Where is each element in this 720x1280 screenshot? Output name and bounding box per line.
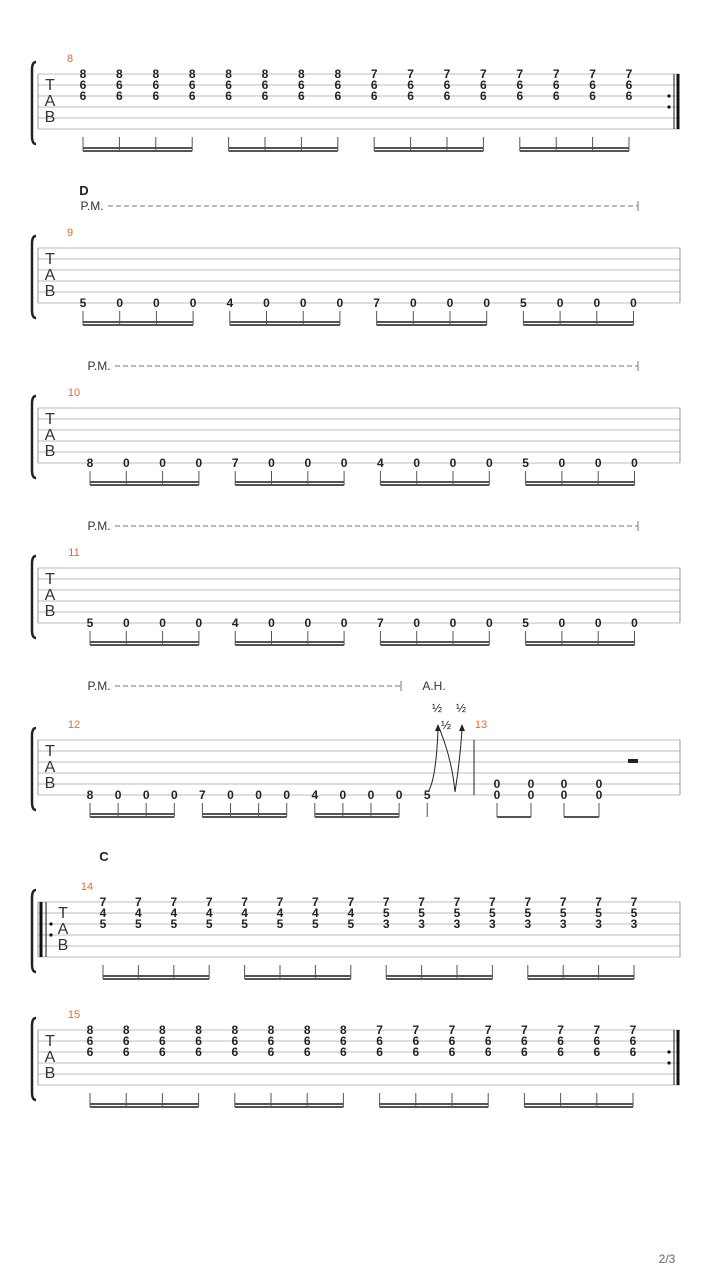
fret-number: 4	[99, 906, 107, 920]
fret-number: 6	[79, 78, 87, 92]
fret-number: 4	[276, 906, 284, 920]
fret-number: 8	[334, 67, 342, 81]
fret-number: 8	[122, 1023, 130, 1037]
fret-number: 7	[557, 1023, 564, 1037]
bend-curve	[455, 730, 462, 792]
fret-number: 0	[340, 616, 348, 630]
fret-number: 6	[225, 89, 232, 103]
fret-number: 6	[261, 89, 269, 103]
fret-number: 6	[152, 89, 160, 103]
fret-number: 6	[334, 78, 342, 92]
system-3	[32, 359, 680, 485]
measure-number: 13	[474, 719, 488, 731]
fret-number: 8	[261, 67, 269, 81]
fret-number: 0	[195, 616, 203, 630]
fret-number: 0	[595, 788, 603, 802]
fret-number: 0	[409, 296, 417, 310]
fret-number: 4	[311, 788, 319, 802]
fret-number: 5	[205, 917, 213, 931]
fret-number: 5	[522, 616, 529, 630]
fret-number: 5	[135, 917, 142, 931]
fret-number: 0	[268, 456, 275, 470]
fret-number: 6	[552, 89, 560, 103]
fret-number: 6	[303, 1045, 311, 1059]
fret-number: 0	[339, 788, 347, 802]
staff-bracket	[32, 62, 36, 144]
fret-number: 0	[395, 788, 403, 802]
fret-number: 8	[231, 1023, 239, 1037]
fret-number: 7	[382, 895, 390, 909]
fret-number: 8	[86, 456, 94, 470]
fret-number: 3	[524, 917, 532, 931]
fret-number: 6	[267, 1034, 275, 1048]
fret-number: 0	[255, 788, 262, 802]
repeat-dot	[667, 1061, 670, 1064]
fret-number: 7	[453, 895, 461, 909]
staff-bracket	[32, 396, 36, 478]
tab-letter: A	[44, 759, 56, 776]
fret-number: 6	[267, 1045, 275, 1059]
system-6	[32, 849, 680, 979]
fret-number: 5	[79, 296, 87, 310]
fret-number: 0	[116, 296, 124, 310]
fret-number: 0	[336, 296, 344, 310]
fret-number: 0	[593, 296, 601, 310]
fret-number: 6	[231, 1045, 239, 1059]
fret-number: 6	[448, 1034, 456, 1048]
fret-number: 6	[443, 78, 451, 92]
system-4	[32, 519, 680, 645]
fret-number: 0	[527, 777, 535, 791]
fret-number: 7	[418, 895, 425, 909]
fret-number: 6	[122, 1034, 130, 1048]
bend-curve	[440, 730, 455, 792]
fret-number: 6	[407, 89, 414, 103]
measure-number: 8	[66, 53, 74, 65]
fret-number: 6	[407, 78, 414, 92]
tab-letter: A	[44, 587, 56, 604]
fret-number: 6	[376, 1034, 383, 1048]
fret-number: 0	[446, 296, 454, 310]
fret-number: 7	[521, 1023, 528, 1037]
fret-number: 0	[483, 296, 491, 310]
fret-number: 0	[560, 777, 568, 791]
fret-number: 0	[595, 777, 603, 791]
tab-letter: B	[44, 1065, 56, 1082]
fret-number: 0	[263, 296, 270, 310]
fret-number: 7	[489, 895, 496, 909]
fret-number: 3	[489, 917, 496, 931]
fret-number: 7	[312, 895, 319, 909]
fret-number: 4	[231, 616, 239, 630]
tab-letter: A	[44, 1049, 56, 1066]
fret-number: 7	[484, 1023, 492, 1037]
fret-number: 6	[159, 1034, 166, 1048]
measure-number: 9	[66, 227, 74, 239]
fret-number: 3	[595, 917, 602, 931]
fret-number: 7	[99, 895, 107, 909]
fret-number: 5	[559, 906, 567, 920]
staff-bracket	[32, 556, 36, 638]
staff-bracket	[32, 236, 36, 318]
fret-number: 6	[625, 78, 633, 92]
fret-number: 6	[195, 1034, 202, 1048]
fret-number: 0	[493, 788, 501, 802]
system-2	[32, 183, 680, 325]
fret-number: 3	[559, 917, 567, 931]
fret-number: 6	[557, 1034, 564, 1048]
fret-number: 6	[116, 78, 123, 92]
fret-number: 6	[516, 78, 524, 92]
fret-number: 6	[629, 1045, 637, 1059]
fret-number: 6	[443, 89, 451, 103]
section-label: C	[99, 849, 109, 864]
tab-letter: T	[45, 77, 55, 94]
fret-number: 6	[340, 1045, 347, 1059]
fret-number: 8	[298, 67, 305, 81]
fret-number: 0	[493, 777, 501, 791]
fret-number: 0	[304, 456, 312, 470]
fret-number: 5	[170, 917, 178, 931]
tab-letter: B	[44, 603, 56, 620]
fret-number: 6	[86, 1034, 94, 1048]
fret-number: 7	[205, 895, 213, 909]
fret-number: 5	[99, 917, 107, 931]
fret-number: 6	[370, 78, 378, 92]
fret-number: 0	[227, 788, 234, 802]
fret-number: 6	[303, 1034, 311, 1048]
tab-letter: B	[44, 775, 56, 792]
tab-letter: B	[44, 283, 56, 300]
fret-number: 7	[559, 895, 567, 909]
tab-letter: A	[57, 921, 69, 938]
fret-number: 0	[413, 616, 421, 630]
fret-number: 3	[630, 917, 638, 931]
fret-number: 8	[86, 1023, 94, 1037]
staff-bracket	[32, 890, 36, 972]
measure-number: 14	[80, 881, 94, 893]
fret-number: 4	[347, 906, 355, 920]
fret-number: 0	[449, 616, 457, 630]
fret-number: 6	[480, 89, 487, 103]
fret-number: 6	[484, 1045, 492, 1059]
fret-number: 7	[448, 1023, 456, 1037]
fret-number: 0	[631, 616, 638, 630]
tab-letter: A	[44, 267, 56, 284]
rest	[628, 759, 638, 763]
palm-mute-label: P.M.	[87, 679, 111, 693]
fret-number: 7	[199, 788, 206, 802]
fret-number: 8	[79, 67, 87, 81]
fret-number: 3	[453, 917, 461, 931]
fret-number: 3	[382, 917, 390, 931]
fret-number: 8	[195, 1023, 202, 1037]
fret-number: 7	[412, 1023, 420, 1037]
fret-number: 4	[226, 296, 234, 310]
fret-number: 0	[159, 616, 166, 630]
fret-number: 8	[225, 67, 232, 81]
fret-number: 0	[153, 296, 160, 310]
fret-number: 8	[116, 67, 123, 81]
bend-amount: ½	[431, 701, 443, 715]
fret-number: 0	[449, 456, 457, 470]
fret-number: 0	[170, 788, 178, 802]
fret-number: 6	[334, 89, 342, 103]
tab-letter: T	[45, 571, 55, 588]
repeat-dot	[667, 1050, 670, 1053]
fret-number: 5	[312, 917, 319, 931]
fret-number: 0	[527, 788, 535, 802]
fret-number: 7	[276, 895, 284, 909]
fret-number: 7	[231, 456, 239, 470]
tab-letter: B	[44, 443, 56, 460]
fret-number: 6	[589, 89, 596, 103]
fret-number: 6	[152, 78, 160, 92]
fret-number: 0	[268, 616, 275, 630]
tab-letter: T	[45, 1033, 55, 1050]
fret-number: 5	[382, 906, 390, 920]
fret-number: 0	[631, 456, 638, 470]
fret-number: 0	[630, 296, 637, 310]
fret-number: 8	[340, 1023, 347, 1037]
fret-number: 5	[522, 456, 529, 470]
fret-number: 8	[303, 1023, 311, 1037]
fret-number: 7	[135, 895, 142, 909]
fret-number: 6	[370, 89, 378, 103]
fret-number: 5	[241, 917, 248, 931]
fret-number: 7	[480, 67, 487, 81]
fret-number: 6	[231, 1034, 239, 1048]
fret-number: 7	[407, 67, 414, 81]
fret-number: 7	[347, 895, 355, 909]
fret-number: 6	[298, 78, 305, 92]
tab-letter: T	[45, 251, 55, 268]
fret-number: 0	[594, 616, 602, 630]
fret-number: 6	[159, 1045, 166, 1059]
fret-number: 7	[443, 67, 451, 81]
fret-number: 6	[412, 1045, 420, 1059]
fret-number: 7	[370, 67, 378, 81]
fret-number: 6	[484, 1034, 492, 1048]
fret-number: 6	[188, 89, 196, 103]
fret-number: 6	[116, 89, 123, 103]
fret-number: 5	[524, 906, 532, 920]
palm-mute-label: P.M.	[80, 199, 104, 213]
fret-number: 0	[114, 788, 122, 802]
fret-number: 0	[122, 456, 130, 470]
fret-number: 6	[593, 1034, 601, 1048]
fret-number: 7	[516, 67, 524, 81]
bend-amount: ½	[455, 701, 467, 715]
fret-number: 6	[593, 1045, 601, 1059]
fret-number: 6	[225, 78, 232, 92]
fret-number: 5	[423, 788, 431, 802]
fret-number: 4	[377, 456, 384, 470]
tab-letter: T	[58, 905, 68, 922]
fret-number: 6	[79, 89, 87, 103]
fret-number: 6	[376, 1045, 383, 1059]
fret-number: 7	[377, 616, 384, 630]
fret-number: 6	[552, 78, 560, 92]
fret-number: 6	[298, 89, 305, 103]
bend-amount: ½	[440, 718, 452, 732]
page-number: 2/3	[658, 1252, 676, 1266]
fret-number: 5	[347, 917, 355, 931]
system-5	[32, 679, 680, 817]
fret-number: 6	[557, 1045, 564, 1059]
fret-number: 5	[453, 906, 461, 920]
fret-number: 6	[195, 1045, 202, 1059]
staff-bracket	[32, 728, 36, 810]
fret-number: 8	[267, 1023, 275, 1037]
measure-number: 10	[67, 387, 81, 399]
repeat-dot	[667, 94, 670, 97]
fret-number: 0	[485, 616, 493, 630]
fret-number: 6	[261, 78, 269, 92]
fret-number: 5	[520, 296, 527, 310]
fret-number: 4	[241, 906, 248, 920]
fret-number: 5	[276, 917, 284, 931]
fret-number: 8	[159, 1023, 166, 1037]
fret-number: 6	[625, 89, 633, 103]
fret-number: 0	[413, 456, 421, 470]
fret-number: 7	[625, 67, 633, 81]
fret-number: 6	[412, 1034, 420, 1048]
fret-number: 6	[521, 1034, 528, 1048]
fret-number: 5	[595, 906, 602, 920]
fret-number: 3	[418, 917, 425, 931]
tab-letter: A	[44, 427, 56, 444]
fret-number: 7	[593, 1023, 601, 1037]
fret-number: 6	[448, 1045, 456, 1059]
staff-bracket	[32, 1018, 36, 1100]
measure-number: 15	[67, 1009, 81, 1021]
fret-number: 5	[86, 616, 94, 630]
fret-number: 7	[373, 296, 380, 310]
fret-number: 4	[170, 906, 178, 920]
fret-number: 6	[340, 1034, 347, 1048]
fret-number: 5	[418, 906, 425, 920]
fret-number: 0	[283, 788, 291, 802]
fret-number: 0	[558, 456, 566, 470]
fret-number: 7	[595, 895, 602, 909]
system-1	[32, 53, 680, 151]
fret-number: 0	[340, 456, 348, 470]
repeat-dot	[667, 105, 670, 108]
palm-mute-label: P.M.	[87, 519, 111, 533]
repeat-dot	[49, 922, 52, 925]
fret-number: 6	[589, 78, 596, 92]
fret-number: 0	[142, 788, 150, 802]
fret-number: 0	[159, 456, 166, 470]
fret-number: 0	[299, 296, 307, 310]
section-label: D	[79, 183, 89, 198]
fret-number: 6	[629, 1034, 637, 1048]
measure-number: 12	[67, 719, 81, 731]
repeat-dot	[49, 933, 52, 936]
fret-number: 6	[188, 78, 196, 92]
bend-arrow	[459, 724, 465, 731]
fret-number: 6	[516, 89, 524, 103]
fret-number: 7	[629, 1023, 637, 1037]
fret-number: 0	[556, 296, 564, 310]
fret-number: 8	[188, 67, 196, 81]
fret-number: 0	[594, 456, 602, 470]
fret-number: 6	[521, 1045, 528, 1059]
tab-letter: T	[45, 411, 55, 428]
fret-number: 8	[86, 788, 94, 802]
fret-number: 7	[552, 67, 560, 81]
fret-number: 0	[558, 616, 566, 630]
fret-number: 0	[189, 296, 197, 310]
fret-number: 7	[376, 1023, 383, 1037]
fret-number: 6	[122, 1045, 130, 1059]
fret-number: 8	[152, 67, 160, 81]
bend-curve	[428, 730, 438, 792]
system-7	[32, 1009, 680, 1107]
measure-number: 11	[68, 547, 80, 559]
fret-number: 0	[304, 616, 312, 630]
fret-number: 5	[489, 906, 496, 920]
tab-letter: T	[45, 743, 55, 760]
palm-mute-label: P.M.	[87, 359, 111, 373]
fret-number: 6	[480, 78, 487, 92]
tab-letter: B	[57, 937, 69, 954]
fret-number: 0	[485, 456, 493, 470]
artificial-harmonic-label: A.H.	[422, 679, 446, 693]
tab-letter: A	[44, 93, 56, 110]
fret-number: 4	[312, 906, 319, 920]
fret-number: 7	[589, 67, 596, 81]
fret-number: 7	[630, 895, 638, 909]
fret-number: 4	[135, 906, 142, 920]
fret-number: 0	[367, 788, 375, 802]
fret-number: 5	[630, 906, 638, 920]
tab-letter: B	[44, 109, 56, 126]
fret-number: 7	[524, 895, 532, 909]
fret-number: 4	[205, 906, 213, 920]
fret-number: 0	[560, 788, 568, 802]
fret-number: 0	[122, 616, 130, 630]
fret-number: 7	[241, 895, 248, 909]
fret-number: 6	[86, 1045, 94, 1059]
fret-number: 0	[195, 456, 203, 470]
fret-number: 7	[170, 895, 178, 909]
